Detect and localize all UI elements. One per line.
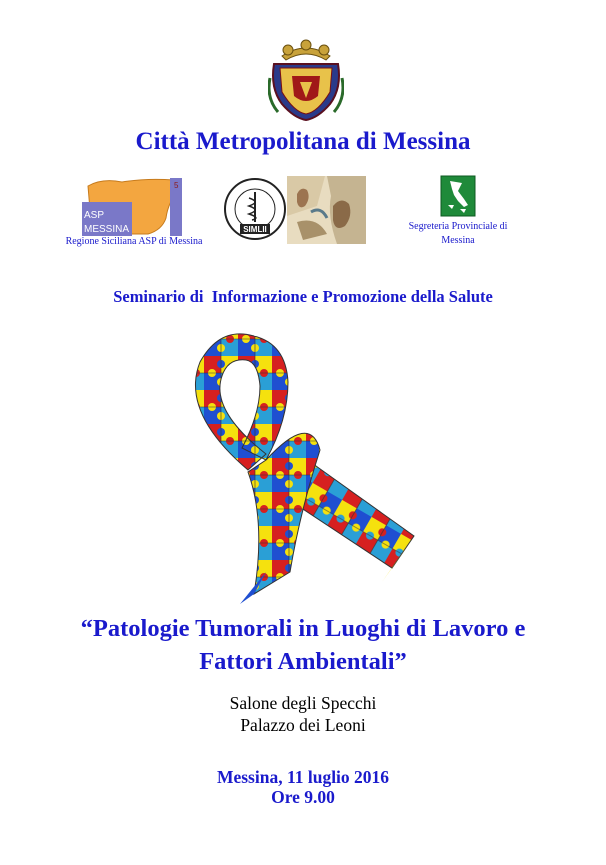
svg-text:5: 5 xyxy=(174,181,179,190)
segreteria-caption-line2: Messina xyxy=(441,235,475,246)
event-title xyxy=(0,612,606,678)
seminar-subtitle: Seminario di Informazione e Promozione della Salute xyxy=(113,287,493,306)
event-date: Messina, 11 luglio 2016 xyxy=(216,767,390,787)
page-title: Città Metropolitana di Messina xyxy=(135,128,471,155)
svg-text:MESSINA: MESSINA xyxy=(84,224,130,235)
event-when xyxy=(0,767,606,807)
event-time: Ore 9.00 xyxy=(271,787,335,807)
svg-text:ASP: ASP xyxy=(84,210,105,221)
venue-line1: Salone degli Specchi xyxy=(229,693,377,713)
simlii-seal-logo xyxy=(224,176,286,242)
event-venue xyxy=(0,692,606,736)
svg-text:SIMLII: SIMLII xyxy=(243,225,267,234)
puzzle-ribbon-icon xyxy=(170,322,436,610)
sicily-map-logo xyxy=(82,176,184,236)
coat-of-arms-icon xyxy=(268,38,344,124)
venue-line2: Palazzo dei Leoni xyxy=(240,715,366,735)
segreteria-caption-line1: Segreteria Provinciale di xyxy=(408,221,508,232)
italy-map-logo xyxy=(440,175,476,217)
event-title-line2: Fattori Ambientali” xyxy=(199,648,407,675)
event-title-line1: “Patologie Tumorali in Luoghi di Lavoro e xyxy=(80,615,526,642)
segreteria-caption xyxy=(394,220,522,248)
painting-image xyxy=(287,176,366,244)
asp-caption: Regione Siciliana ASP di Messina xyxy=(65,236,203,247)
